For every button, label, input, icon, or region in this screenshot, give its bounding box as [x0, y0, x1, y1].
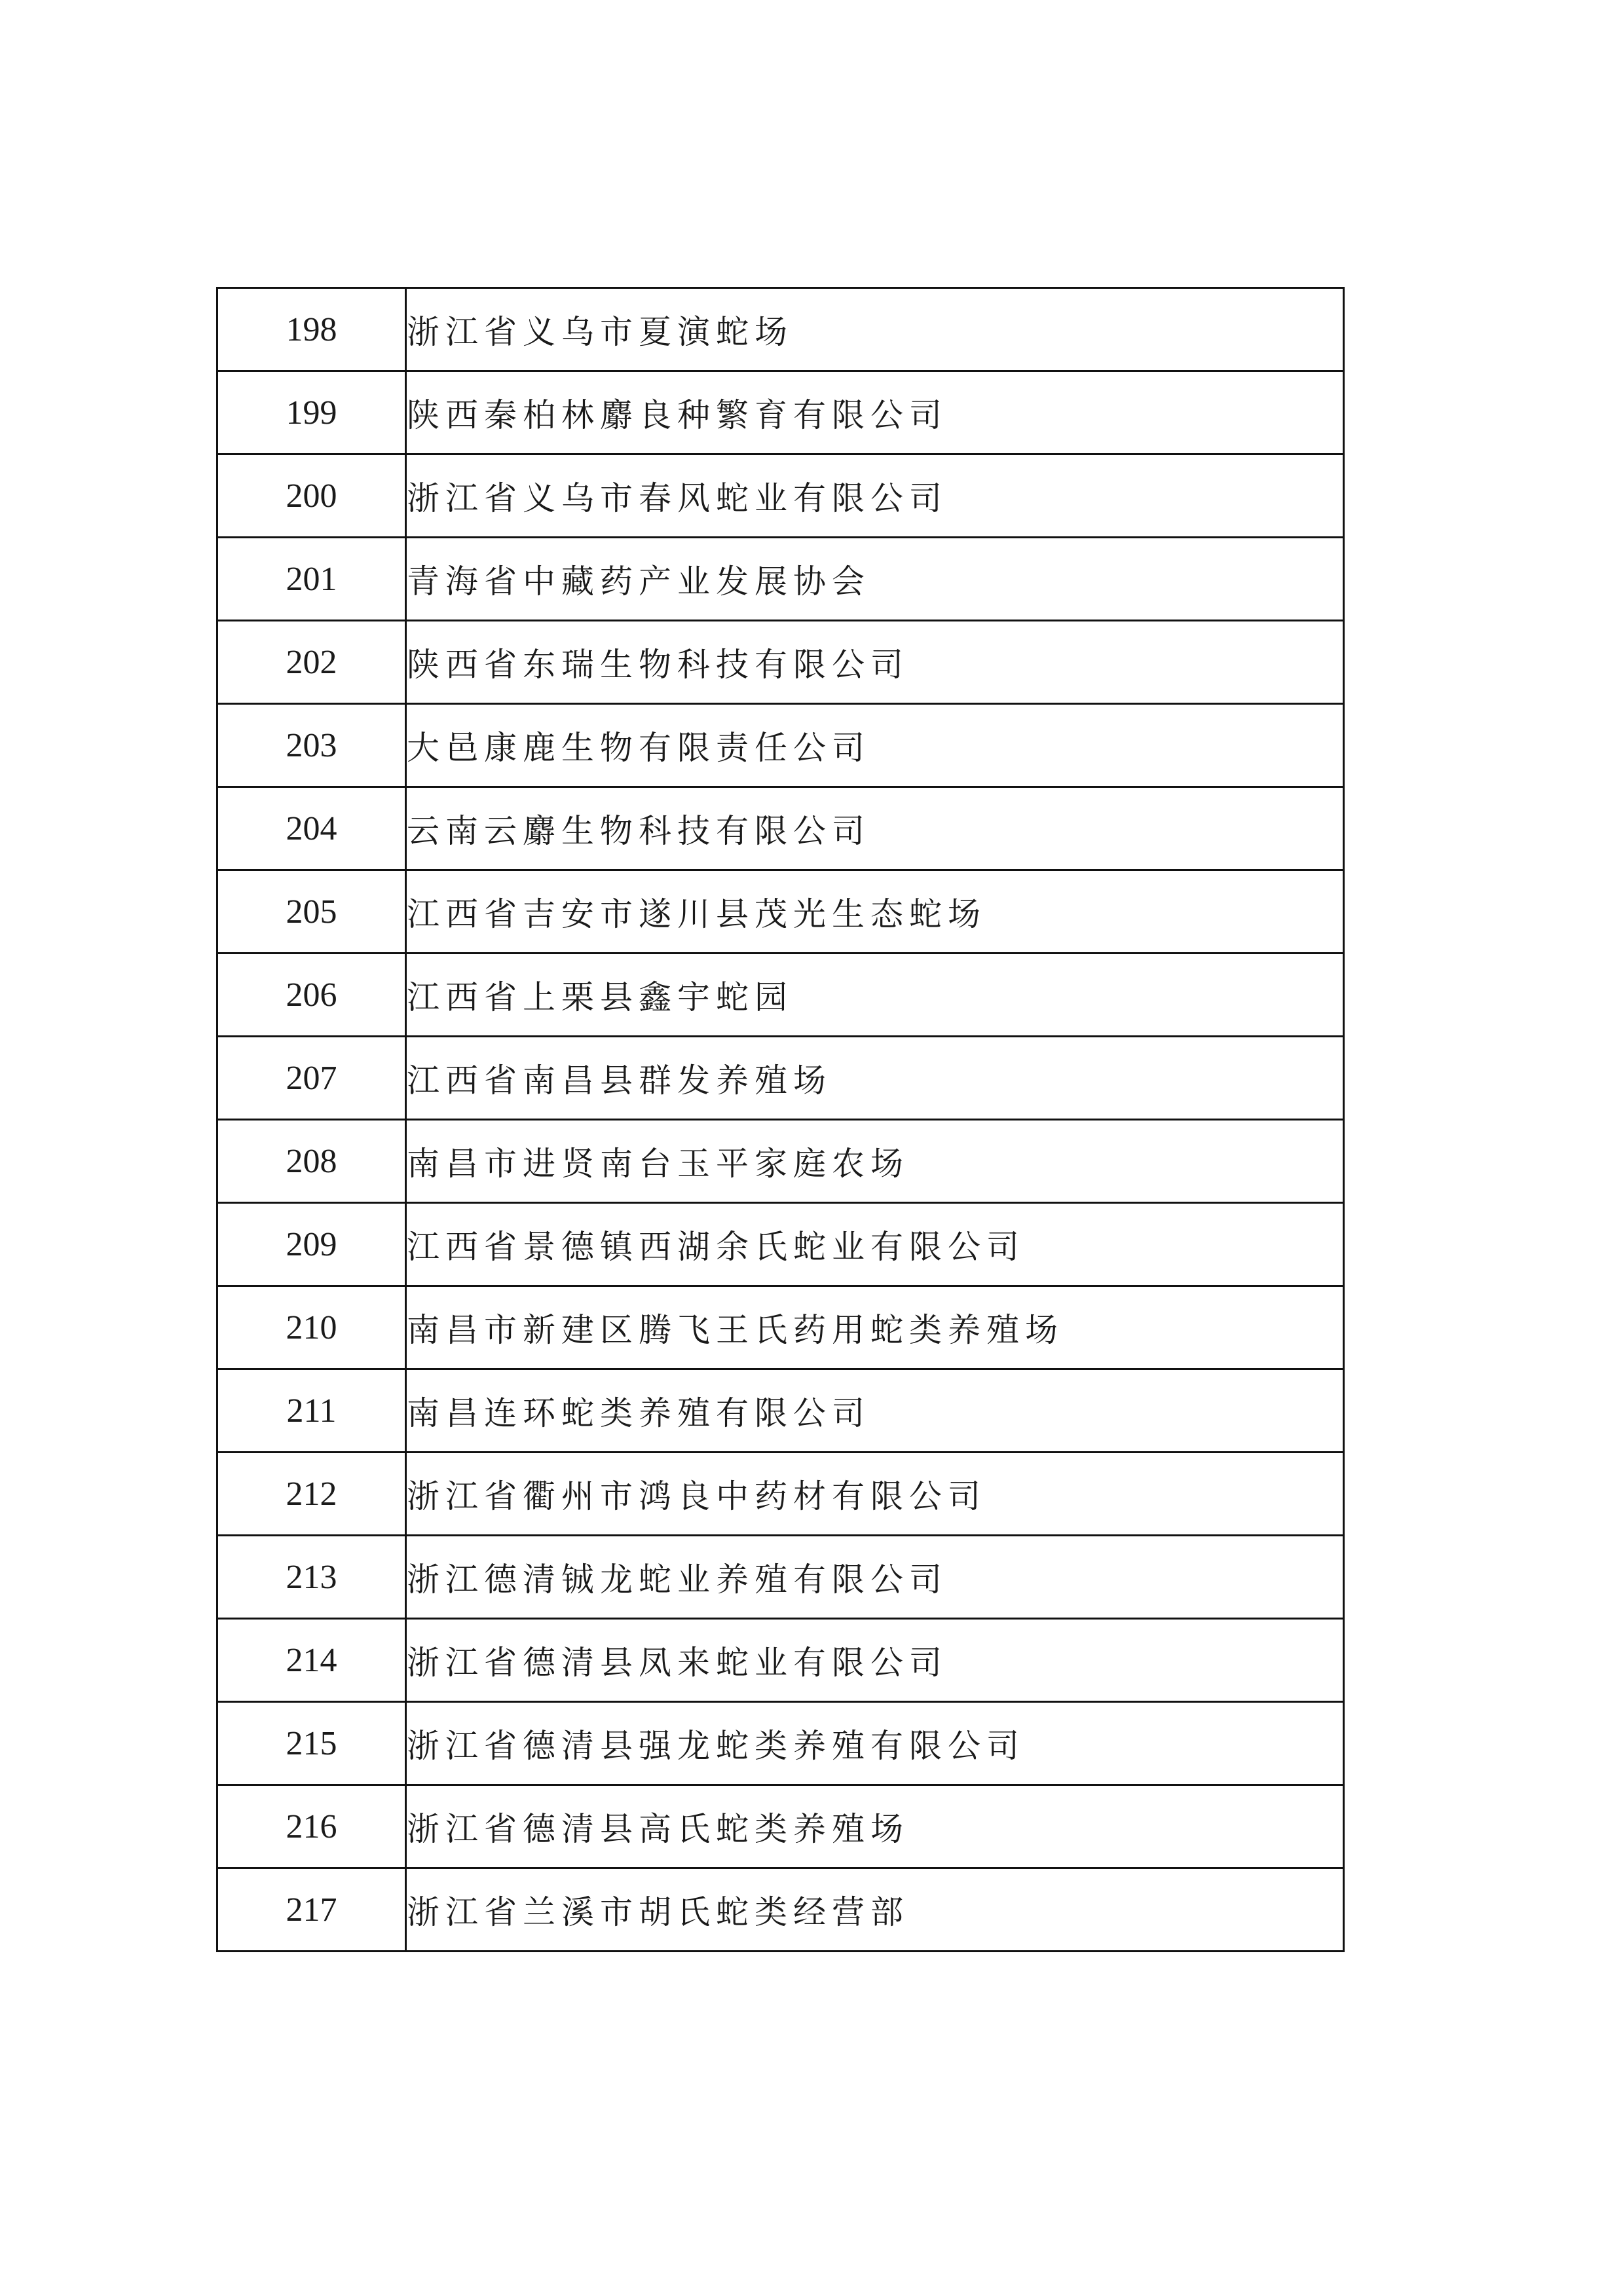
- table-row: [217, 704, 1344, 787]
- row-number: 207: [217, 1037, 406, 1120]
- table-row: [217, 1536, 1344, 1619]
- table-row: [217, 1453, 1344, 1536]
- row-number: 215: [217, 1702, 406, 1785]
- table-row: [217, 1785, 1344, 1868]
- table-row: [217, 1702, 1344, 1785]
- table-row: [217, 1369, 1344, 1453]
- row-number: 204: [217, 787, 406, 870]
- table-row: [217, 1037, 1344, 1120]
- row-number: 212: [217, 1453, 406, 1536]
- organization-name: 江西省吉安市遂川县茂光生态蛇场: [406, 870, 1344, 954]
- table-row: [217, 538, 1344, 621]
- row-number: 203: [217, 704, 406, 787]
- organization-name: 青海省中藏药产业发展协会: [406, 538, 1344, 621]
- organization-name: 浙江省义乌市春风蛇业有限公司: [406, 454, 1344, 538]
- organization-name: 江西省上栗县鑫宇蛇园: [406, 954, 1344, 1037]
- row-number: 217: [217, 1868, 406, 1952]
- organization-name: 浙江省衢州市鸿良中药材有限公司: [406, 1453, 1344, 1536]
- row-number: 205: [217, 870, 406, 954]
- row-number: 206: [217, 954, 406, 1037]
- table-row: [217, 371, 1344, 454]
- organization-name: 浙江省兰溪市胡氏蛇类经营部: [406, 1868, 1344, 1952]
- table-row: [217, 454, 1344, 538]
- row-number: 209: [217, 1203, 406, 1286]
- row-number: 210: [217, 1286, 406, 1369]
- organization-name: 陕西秦柏林麝良种繁育有限公司: [406, 371, 1344, 454]
- row-number: 216: [217, 1785, 406, 1868]
- organization-table: [216, 287, 1345, 1952]
- organization-name: 南昌连环蛇类养殖有限公司: [406, 1369, 1344, 1453]
- row-number: 208: [217, 1120, 406, 1203]
- table-body: [217, 288, 1344, 1952]
- row-number: 199: [217, 371, 406, 454]
- row-number: 211: [217, 1369, 406, 1453]
- table-row: [217, 954, 1344, 1037]
- organization-name: 江西省南昌县群发养殖场: [406, 1037, 1344, 1120]
- organization-name: 南昌市新建区腾飞王氏药用蛇类养殖场: [406, 1286, 1344, 1369]
- table-row: [217, 288, 1344, 371]
- table-row: [217, 1120, 1344, 1203]
- organization-name: 浙江省德清县凤来蛇业有限公司: [406, 1619, 1344, 1702]
- table-row: [217, 870, 1344, 954]
- organization-name: 陕西省东瑞生物科技有限公司: [406, 621, 1344, 704]
- table-row: [217, 1868, 1344, 1952]
- table-row: [217, 787, 1344, 870]
- table-row: [217, 1203, 1344, 1286]
- organization-name: 云南云麝生物科技有限公司: [406, 787, 1344, 870]
- organization-name: 浙江省义乌市夏演蛇场: [406, 288, 1344, 371]
- row-number: 200: [217, 454, 406, 538]
- table-row: [217, 1619, 1344, 1702]
- row-number: 201: [217, 538, 406, 621]
- row-number: 198: [217, 288, 406, 371]
- organization-name: 江西省景德镇西湖余氏蛇业有限公司: [406, 1203, 1344, 1286]
- row-number: 214: [217, 1619, 406, 1702]
- organization-name: 南昌市进贤南台玉平家庭农场: [406, 1120, 1344, 1203]
- table-row: [217, 621, 1344, 704]
- row-number: 213: [217, 1536, 406, 1619]
- organization-name: 浙江德清铖龙蛇业养殖有限公司: [406, 1536, 1344, 1619]
- organization-name: 大邑康鹿生物有限责任公司: [406, 704, 1344, 787]
- organization-name: 浙江省德清县高氏蛇类养殖场: [406, 1785, 1344, 1868]
- organization-name: 浙江省德清县强龙蛇类养殖有限公司: [406, 1702, 1344, 1785]
- row-number: 202: [217, 621, 406, 704]
- table-row: [217, 1286, 1344, 1369]
